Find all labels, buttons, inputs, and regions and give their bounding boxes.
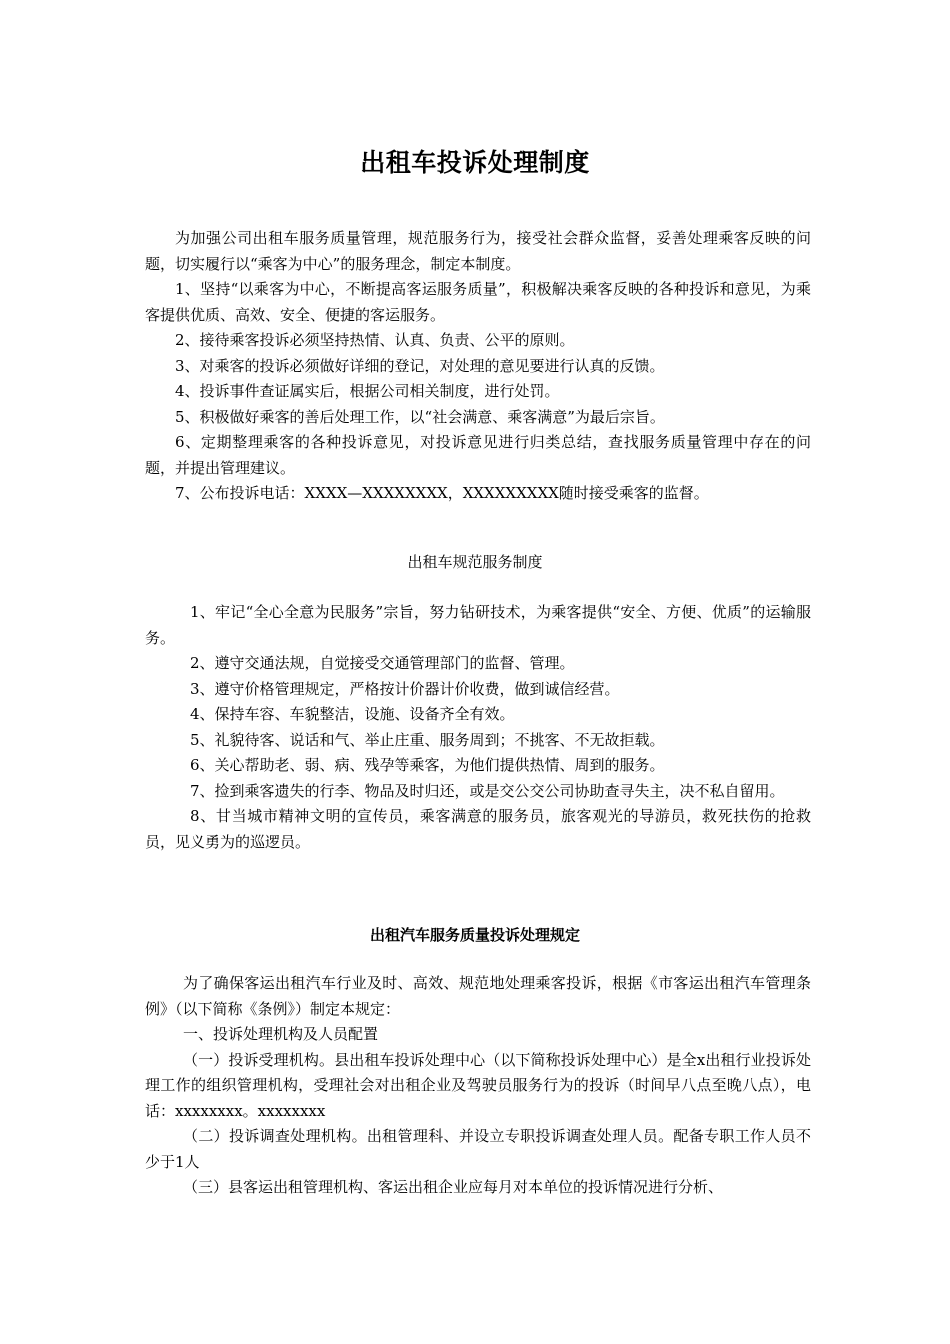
document-title: 出租车投诉处理制度 — [360, 148, 590, 177]
paragraph: 4、投诉事件查证属实后，根据公司相关制度，进行处罚。 — [175, 382, 560, 400]
paragraph: 3、遵守价格管理规定，严格按计价器计价收费，做到诚信经营。 — [190, 679, 620, 698]
section3-title: 出租汽车服务质量投诉处理规定 — [369, 926, 580, 944]
paragraph: 8、甘当城市精神文明的宣传员，乘客满意的服务员，旅客观光的导游员，救死扶伤的抢救员，见义勇为的巡逻员。 — [145, 807, 811, 851]
paragraph: （一）投诉受理机构。县出租车投诉处理中心（以下简称投诉处理中心）是全x出租行业投诉处理工作的组织管理机构，受理社会对出租企业及驾驶员服务行为的投诉（时间早八点至晚八点），电话：xxxxxxxx。xxxxxxxx — [145, 1050, 811, 1120]
paragraph: （二）投诉调查处理机构。出租管理科、并设立专职投诉调查处理人员。配备专职工作人员不少于1人 — [145, 1127, 811, 1171]
section3-body — [145, 971, 811, 1201]
section1-body — [145, 226, 811, 507]
paragraph: 3、对乘客的投诉必须做好详细的登记，对处理的意见要进行认真的反馈。 — [175, 356, 665, 375]
paragraph: 2、接待乘客投诉必须坚持热情、认真、负责、公平的原则。 — [175, 331, 575, 349]
paragraph: 7、公布投诉电话：XXXX—XXXXXXXX，XXXXXXXXX随时接受乘客的监督。 — [175, 484, 709, 502]
paragraph: 1、牢记“全心全意为民服务”宗旨，努力钻研技术，为乘客提供“安全、方便、优质”的运输服务。 — [145, 603, 811, 647]
paragraph: 为加强公司出租车服务质量管理，规范服务行为，接受社会群众监督，妥善处理乘客反映的问题，切实履行以“乘客为中心”的服务理念，制定本制度。 — [145, 229, 811, 273]
paragraph: 7、捡到乘客遗失的行李、物品及时归还，或是交公交公司协助查寻失主，决不私自留用。 — [190, 781, 785, 800]
paragraph: （三）县客运出租管理机构、客运出租企业应每月对本单位的投诉情况进行分析、 — [183, 1178, 724, 1196]
paragraph: 1、坚持“以乘客为中心，不断提高客运服务质量”，积极解决乘客反映的各种投诉和意见，为乘客提供优质、高效、安全、便捷的客运服务。 — [145, 280, 811, 324]
paragraph: 5、礼貌待客、说话和气、举止庄重、服务周到；不挑客、不无故拒载。 — [190, 730, 665, 749]
section2-body — [145, 600, 811, 855]
paragraph: 一、投诉处理机构及人员配置 — [183, 1025, 379, 1043]
paragraph: 6、关心帮助老、弱、病、残孕等乘客，为他们提供热情、周到的服务。 — [190, 756, 665, 774]
paragraph: 为了确保客运出租汽车行业及时、高效、规范地处理乘客投诉，根据《市客运出租汽车管理条例》（以下简称《条例》）制定本规定： — [145, 974, 811, 1018]
section2-title: 出租车规范服务制度 — [407, 553, 543, 571]
paragraph: 5、积极做好乘客的善后处理工作，以“社会满意、乘客满意”为最后宗旨。 — [175, 407, 665, 426]
paragraph: 6、定期整理乘客的各种投诉意见，对投诉意见进行归类总结，查找服务质量管理中存在的问题，并提出管理建议。 — [145, 433, 811, 477]
paragraph: 4、保持车容、车貌整洁，设施、设备齐全有效。 — [190, 705, 515, 723]
paragraph: 2、遵守交通法规，自觉接受交通管理部门的监督、管理。 — [190, 654, 575, 672]
